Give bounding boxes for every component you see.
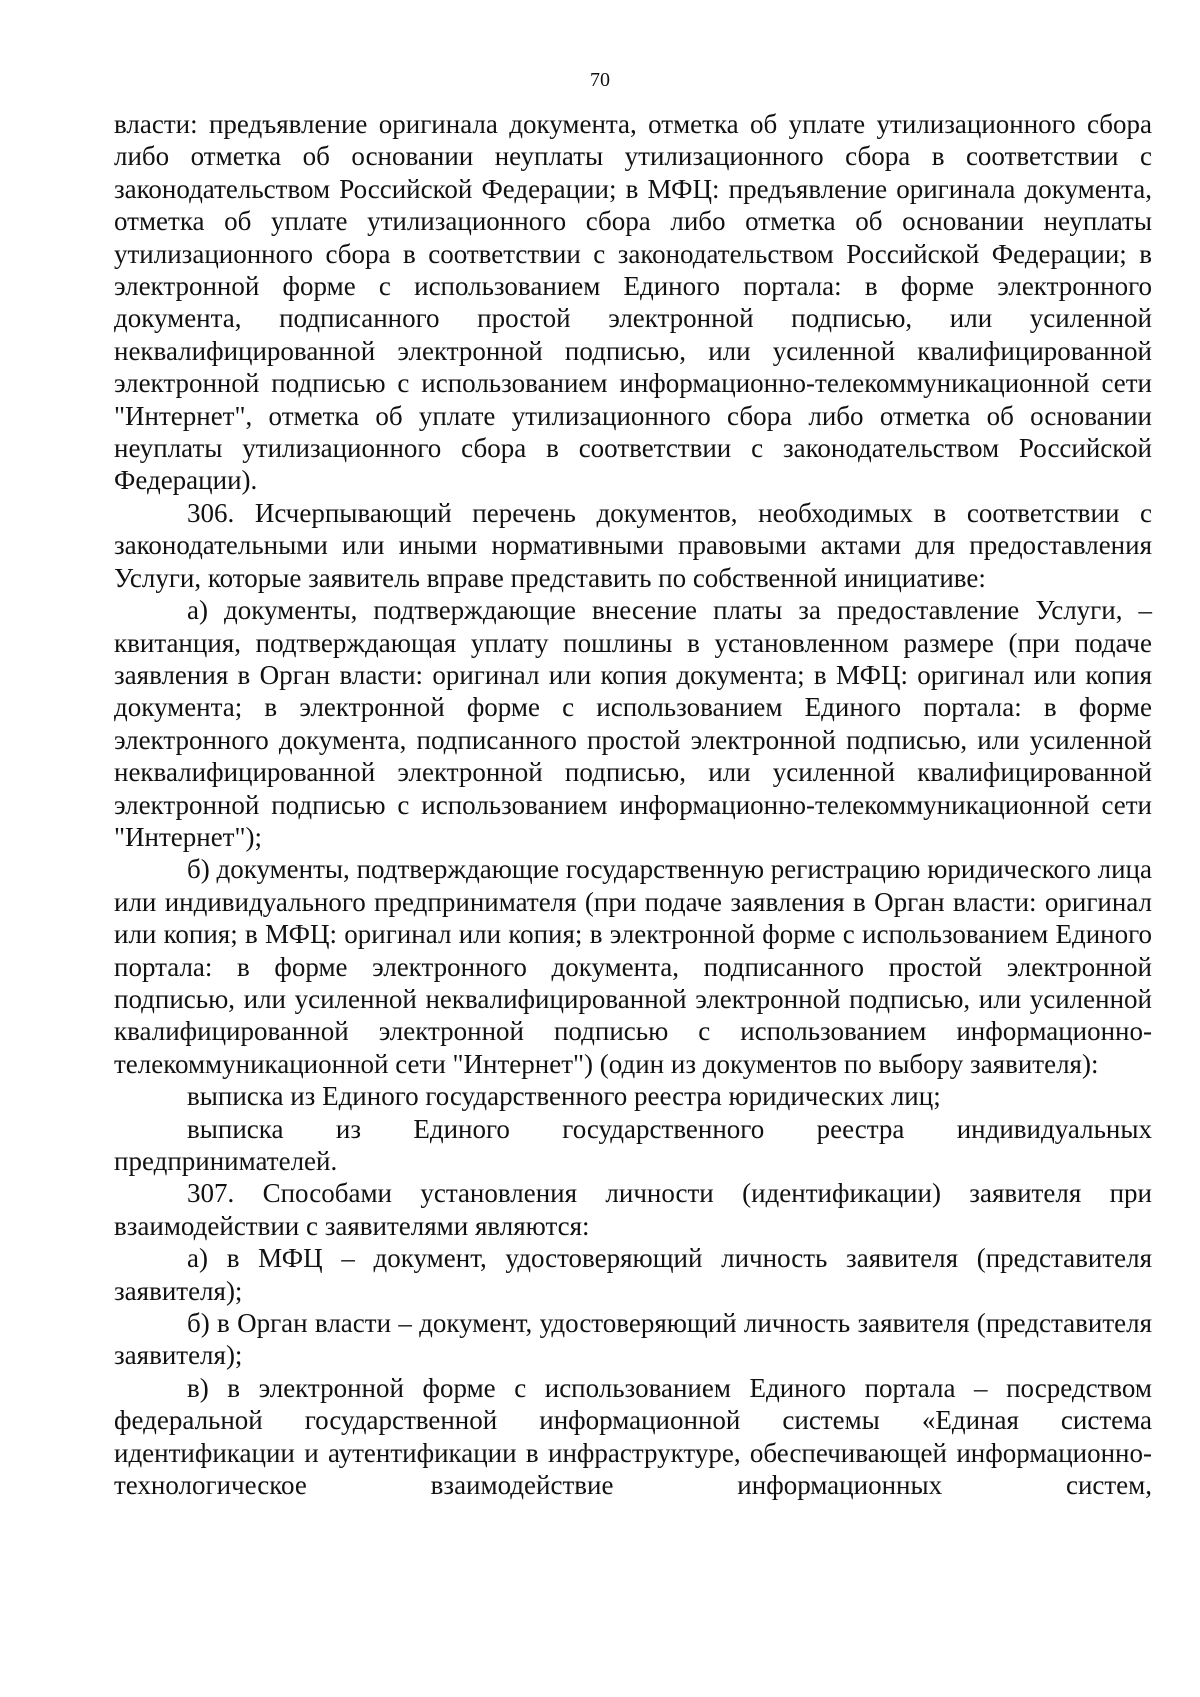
paragraph-306: 306. Исчерпывающий перечень документов, необходимых в соответствии с законодательными или иными нормативными правовыми актами для предоставления Услуги, которые заявитель вправе представить по собственной инициативе:: [114, 497, 1152, 593]
paragraph-continuation: власти: предъявление оригинала документа, отметка об уплате утилизационного сбора либо отметка об основании неуплаты утилизационного сбора в соответствии с законодательством Российской Федерации; в МФЦ: предъявление оригинала документа, отметка об уплате утилизационного сбора либо отметка об основании неуплаты утилизационного сбора в соответствии с законодательством Российской Федерации; в электронной форме с использованием Единого портала: в форме электронного документа, подписанного простой электронной подписью, или усиленной неквалифицированной электронной подписью, или усиленной квалифицированной электронной подписью с использованием информационно-телекоммуникационной сети "Интернет", отметка об уплате утилизационного сбора либо отметка об основании неуплаты утилизационного сбора в соответствии с законодательством Российской Федерации).: [114, 109, 1152, 496]
paragraph-307-a: а) в МФЦ – документ, удостоверяющий личность заявителя (представителя заявителя);: [114, 1243, 1152, 1306]
document-body: [114, 108, 1152, 1501]
paragraph-307: 307. Способами установления личности (идентификации) заявителя при взаимодействии с заявителями являются:: [114, 1178, 1152, 1241]
paragraph-306-b: б) документы, подтверждающие государственную регистрацию юридического лица или индивидуального предпринимателя (при подаче заявления в Орган власти: оригинал или копия; в МФЦ: оригинал или копия; в электронной форме с использованием Единого портала: в форме электронного документа, подписанного простой электронной подписью, или усиленной неквалифицированной электронной подписью, или усиленной квалифицированной электронной подписью с использованием информационно-телекоммуникационной сети "Интернет") (один из документов по выбору заявителя):: [114, 854, 1152, 1079]
list-item-entrepreneurs: выписка из Единого государственного реестра индивидуальных предпринимателей.: [114, 1113, 1152, 1176]
paragraph-307-v: в) в электронной форме с использованием Единого портала – посредством федеральной государственной информационной системы «Единая система идентификации и аутентификации в инфраструктуре, обеспечивающей информационно-технологическое взаимодействие информационных систем,: [114, 1372, 1152, 1501]
paragraph-307-b: б) в Орган власти – документ, удостоверяющий личность заявителя (представителя заявителя);: [114, 1308, 1152, 1371]
list-item-legal-entities: выписка из Единого государственного реестра юридических лиц;: [187, 1081, 941, 1112]
paragraph-306-a: а) документы, подтверждающие внесение платы за предоставление Услуги, – квитанция, подтверждающая уплату пошлины в установленном размере (при подаче заявления в Орган власти: оригинал или копия документа; в МФЦ: оригинал или копия документа; в электронной форме с использованием Единого портала: в форме электронного документа, подписанного простой электронной подписью, или усиленной неквалифицированной электронной подписью, или усиленной квалифицированной электронной подписью с использованием информационно-телекоммуникационной сети "Интернет");: [114, 595, 1152, 852]
page-number: 70: [590, 69, 610, 91]
